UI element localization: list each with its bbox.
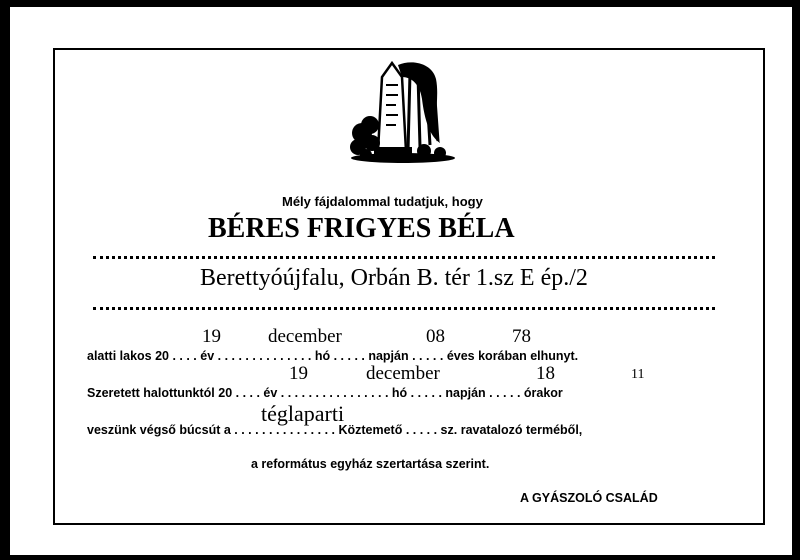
- funeral-hour: 11: [631, 367, 645, 382]
- funeral-line: Szeretett halottunktól 20 . . . . év . . . . . . . . . . . . . . . . hó . . . . . napján . . . . . órakor: [87, 386, 563, 400]
- death-month: december: [268, 326, 342, 347]
- dotted-line: [93, 307, 715, 310]
- death-line: alatti lakos 20 . . . . év . . . . . . . . . . . . . . hó . . . . . napján . . . . . éves korában elhunyt.: [87, 349, 579, 363]
- dotted-line: [93, 256, 715, 259]
- signature: A GYÁSZOLÓ CSALÁD: [520, 491, 658, 505]
- cemetery-name: téglaparti: [261, 401, 345, 426]
- death-year: 19: [202, 326, 221, 347]
- death-day: 08: [426, 326, 445, 347]
- funeral-day: 18: [536, 363, 555, 384]
- ceremony-text: a református egyház szertartása szerint.: [251, 457, 490, 471]
- address: Berettyóújfalu, Orbán B. tér 1.sz E ép./2: [200, 265, 588, 291]
- deceased-name: BÉRES FRIGYES BÉLA: [208, 213, 515, 244]
- funeral-place-line: veszünk végső búcsút a . . . . . . . . . . . . . . . Köztemető . . . . . sz. ravatalozó terméből,: [87, 423, 583, 437]
- memorial-weeping-willow-icon: [348, 55, 458, 165]
- intro-text: Mély fájdalommal tudatjuk, hogy: [282, 194, 483, 209]
- death-age: 78: [512, 326, 531, 347]
- funeral-year: 19: [289, 363, 308, 384]
- funeral-month: december: [366, 363, 440, 384]
